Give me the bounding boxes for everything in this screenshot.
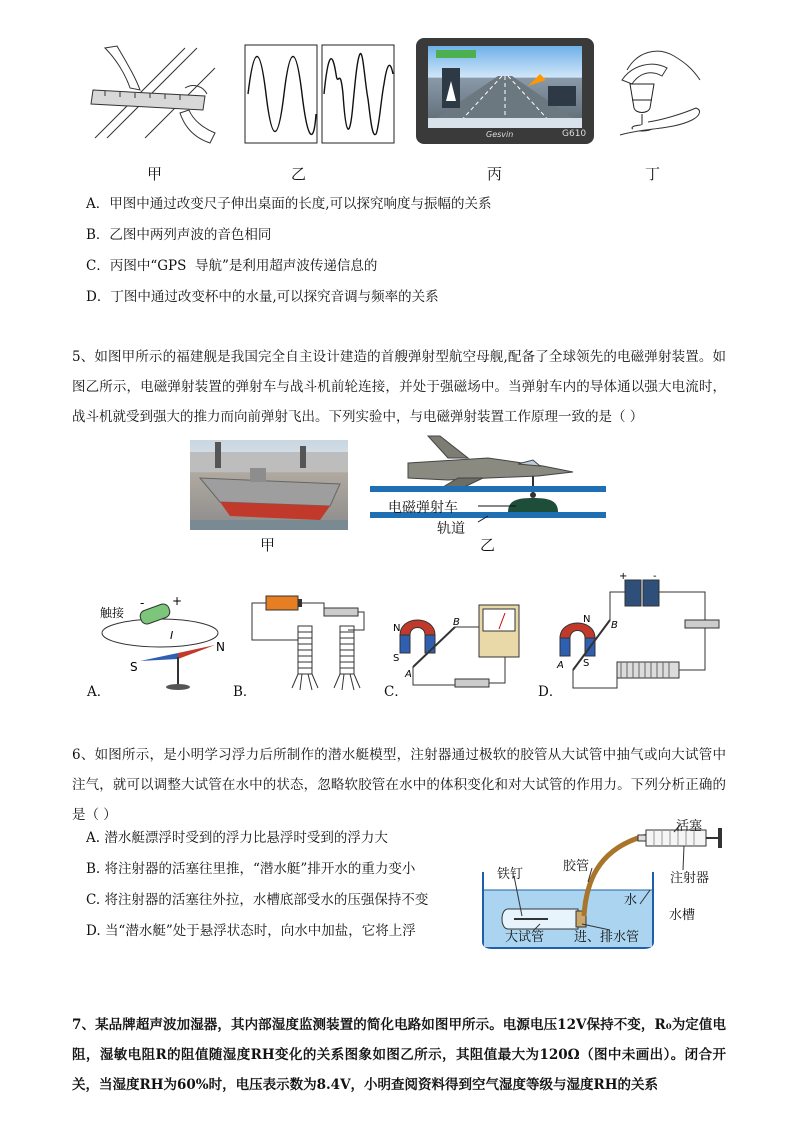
option-text: 乙图中两列声波的音色相同	[109, 227, 272, 243]
optD-minus: -	[653, 571, 657, 582]
q5-option-b-label: B．	[233, 684, 257, 700]
question-text: 如图所示，是小明学习浮力后所制作的潜水艇模型，注射器通过极软的胶管从大试管中抽气或向大试管中注气，就可以调整大试管在水中的状态，忽略软胶管在水中的体积变化和对大试管的作用力。下列分析正确的是（ ）	[72, 747, 727, 823]
option-text: 将注射器的活塞往外拉，水槽底部受水的压强保持不变	[104, 892, 429, 908]
q7-stem	[72, 1010, 726, 1100]
q4-option-b	[86, 225, 271, 245]
q4-option-c	[86, 256, 377, 276]
option-text: 当“潜水艇”处于悬浮状态时，向水中加盐，它将上浮	[104, 923, 416, 939]
q4-option-a	[86, 194, 492, 214]
optA-n: N	[216, 640, 225, 654]
q6-label-tube: 大试管	[505, 930, 545, 945]
q5-photo-carrier	[190, 440, 348, 530]
q4-option-d	[86, 287, 439, 307]
q4-label-ding: 丁	[645, 165, 661, 183]
option-key: C．	[86, 258, 110, 274]
option-key: A.	[86, 830, 101, 846]
gps-screen	[428, 46, 582, 124]
question-number: 7、	[72, 1017, 96, 1033]
option-text: 丁图中通过改变杯中的水量,可以探究音调与频率的关系	[110, 289, 439, 305]
optA-current: I	[170, 629, 174, 642]
carrier-illustration	[190, 440, 348, 530]
q5-figure-catapult	[368, 428, 608, 538]
gps-toolbar	[428, 118, 582, 128]
optD-s: S	[583, 658, 590, 669]
q6-option-c	[86, 890, 428, 910]
q5-option-b-figure	[248, 590, 373, 695]
optC-b: B	[453, 617, 460, 628]
q4-label-bing: 丙	[487, 165, 503, 183]
gps-brand: Gesvin	[486, 130, 514, 139]
optD-b: B	[611, 620, 618, 631]
q4-figure-jia	[85, 38, 220, 148]
optC-s: S	[393, 653, 400, 664]
q5-option-d-figure	[555, 570, 730, 695]
option-key: D.	[86, 923, 101, 939]
q6-option-b	[86, 859, 415, 879]
option-key: A．	[86, 196, 110, 212]
q6-label-inout: 进、排水管	[574, 930, 640, 945]
option-text: 甲图中通过改变尺子伸出桌面的长度,可以探究响度与振幅的关系	[109, 196, 492, 212]
q6-option-a	[86, 828, 388, 848]
option-text: 潜水艇漂浮时受到的浮力比悬浮时受到的浮力大	[104, 830, 388, 846]
q5-option-d-label: D．	[538, 684, 563, 700]
optA-plus: +	[172, 594, 183, 608]
q5-label-yi: 乙	[480, 536, 496, 554]
q5-option-a-label: A．	[87, 684, 111, 700]
q6-label-syringe: 注射器	[670, 871, 710, 886]
optA-touch: 触接	[100, 606, 125, 620]
optD-n: N	[583, 614, 591, 625]
optC-n: N	[393, 623, 401, 634]
q5-label-jia: 甲	[260, 536, 276, 554]
q6-label-water: 水	[624, 893, 638, 908]
q5-option-c-figure	[395, 605, 535, 695]
q6-option-d	[86, 921, 416, 941]
option-text: 将注射器的活塞往里推，“潜水艇”排开水的重力变小	[104, 861, 416, 877]
optD-a: A	[557, 660, 564, 671]
q6-label-hose: 胶管	[563, 859, 590, 874]
q4-figure-ding	[612, 40, 707, 140]
q4-label-jia: 甲	[147, 165, 163, 183]
optA-minus: -	[140, 596, 145, 610]
optC-a: A	[405, 669, 412, 680]
option-text: 丙图中“GPS 导航”是利用超声波传递信息的	[109, 258, 378, 274]
question-number: 6、	[72, 747, 95, 763]
question-number: 5、	[72, 349, 95, 365]
option-key: B.	[86, 861, 101, 877]
q5-option-a-figure	[100, 593, 230, 693]
option-key: D．	[86, 289, 111, 305]
q5-stem	[72, 342, 726, 432]
gps-road-lanes	[428, 46, 582, 124]
question-text: 某品牌超声波加湿器，其内部湿度监测装置的简化电路如图甲所示。电源电压12V保持不变，R₀为定值电阻，湿敏电阻R的阻值随湿度RH变化的关系图象如图乙所示，其阻值最大为120Ω（图中未画出）。闭合开关，当湿度RH为60%时，电压表示数为8.4V，小明查阅资料得到空气湿度等级与湿度RH的关系	[72, 1017, 726, 1093]
option-key: B．	[86, 227, 110, 243]
q6-label-nail: 铁钉	[497, 867, 524, 882]
q6-label-tank: 水槽	[669, 908, 696, 923]
optA-s: S	[130, 660, 138, 674]
q5-label-track: 轨道	[437, 521, 465, 537]
question-text: 如图甲所示的福建舰是我国完全自主设计建造的首艘弹射型航空母舰,配备了全球领先的电磁弹射装置。如图乙所示，电磁弹射装置的弹射车与战斗机前轮连接，并处于强磁场中。当弹射车内的导体通以强大电流时，战斗机就受到强大的推力而向前弹射飞出。下列实验中，与电磁弹射装置工作原理一致的是（ ）	[72, 349, 726, 425]
gps-model: G610	[562, 129, 587, 139]
q4-label-yi: 乙	[291, 165, 307, 183]
q4-figure-yi	[244, 44, 396, 144]
q5-label-car: 电磁弹射车	[388, 500, 458, 516]
q4-figure-bing	[416, 38, 594, 144]
option-key: C.	[86, 892, 101, 908]
q6-label-piston: 活塞	[676, 819, 703, 834]
q5-option-c-label: C．	[384, 684, 408, 700]
optD-plus: +	[619, 571, 628, 582]
